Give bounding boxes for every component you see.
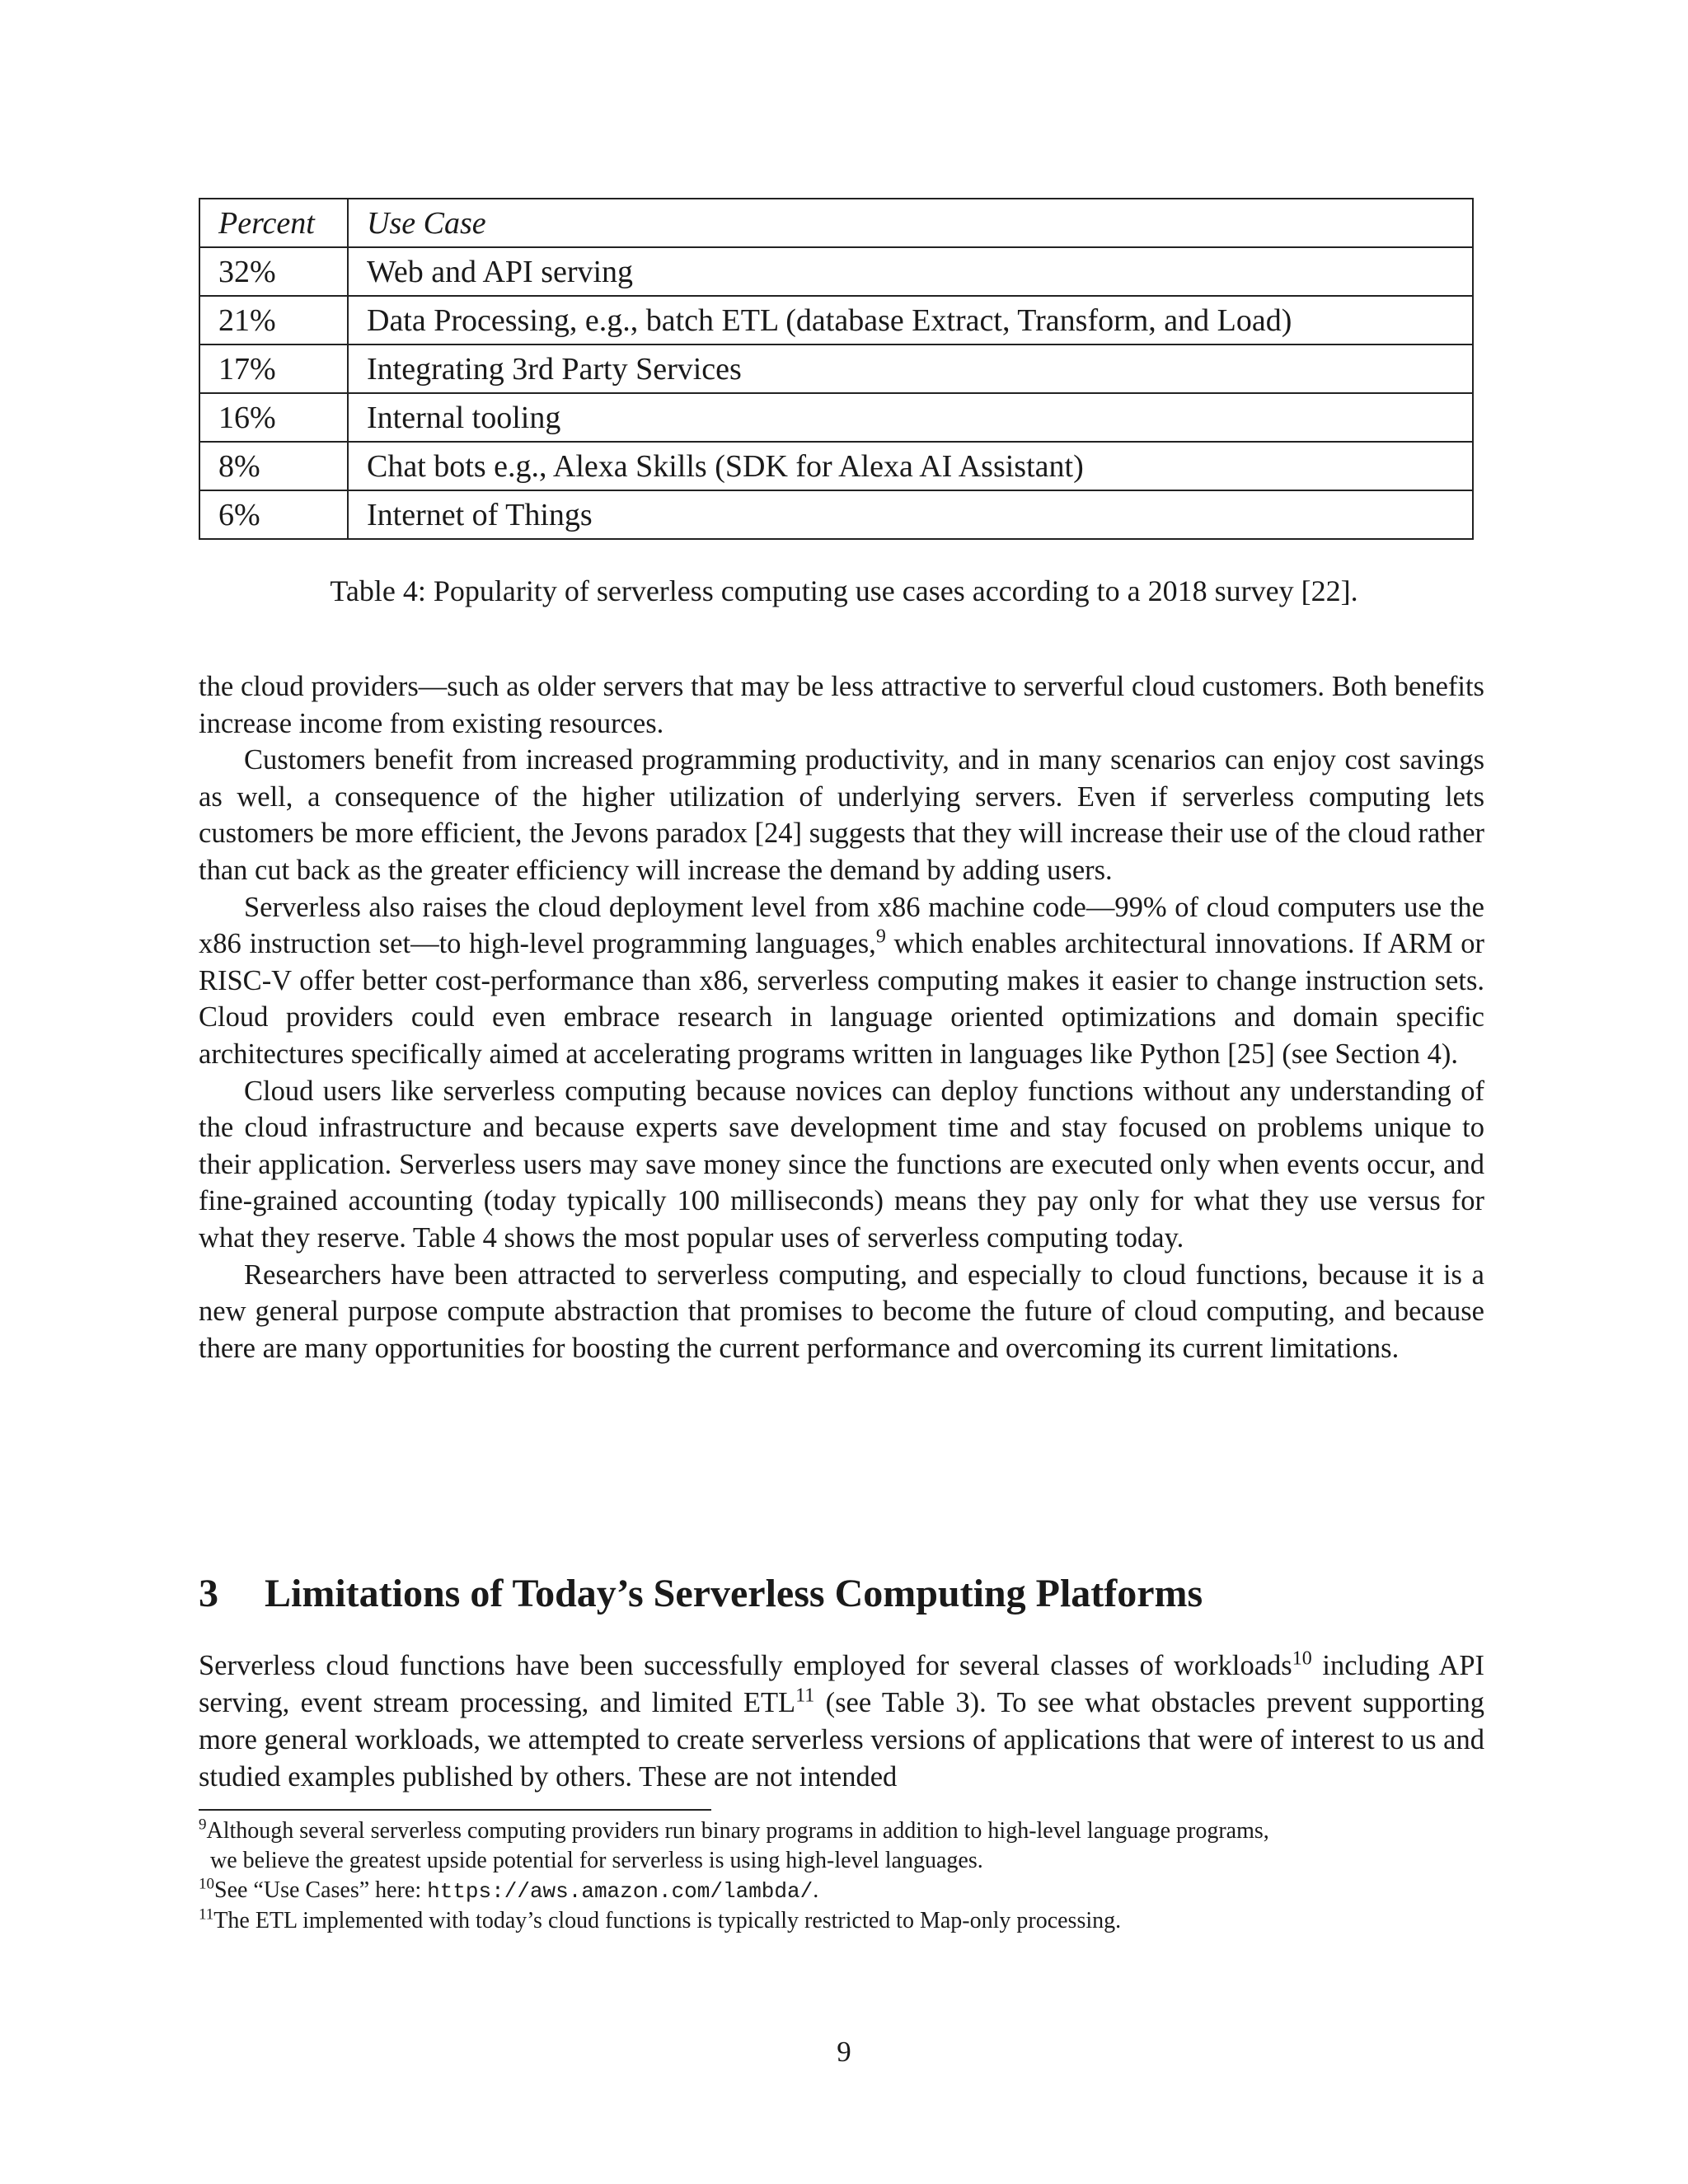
section-paragraph	[199, 1647, 1484, 1796]
section-number: 3	[199, 1572, 218, 1615]
footnote-divider	[199, 1809, 711, 1811]
cell-percent: 17%	[199, 344, 348, 393]
footnote-text: we believe the greatest upside potential for serverless is using high-level languages.	[210, 1848, 983, 1873]
section-heading	[199, 1571, 1484, 1616]
section-title: Limitations of Today’s Serverless Computing Platforms	[265, 1572, 1203, 1615]
footnote-text: .	[813, 1877, 819, 1903]
cell-percent: 16%	[199, 393, 348, 442]
footnote-link[interactable]: https://aws.amazon.com/lambda/	[427, 1879, 814, 1904]
cell-use-case: Internet of Things	[348, 490, 1473, 539]
footnote-text: See “Use Cases” here:	[214, 1877, 428, 1903]
paragraph-text: Serverless also raises the cloud deployment level from x86 machine code—99% of cloud computers use the x86 instruction set—to high-level programming languages,	[199, 891, 1484, 960]
table-row	[199, 296, 1473, 344]
footnote-11	[199, 1906, 1484, 1936]
cell-use-case: Web and API serving	[348, 247, 1473, 296]
paragraph-text: (see Table 3). To see what obstacles prevent supporting more general workloads, we attempted to create serverless versions of applications that were of interest to us and studied examples published by others. These are not intended	[199, 1687, 1485, 1793]
table-row	[199, 490, 1473, 539]
paragraph-text: which enables architectural innovations. If ARM or RISC-V offer better cost-performance than x86, serverless computing makes it easier to change instruction sets. Cloud providers could even embrace research in language oriented optimizations and domain specific architectures specifically aimed at accelerating programs written in languages like Python [25] (see Section 4).	[199, 928, 1485, 1070]
body-text	[199, 668, 1484, 1366]
header-percent: Percent	[199, 199, 348, 247]
footnote-ref-10[interactable]: 10	[1292, 1647, 1312, 1670]
table-row	[199, 442, 1473, 490]
cell-use-case: Data Processing, e.g., batch ETL (database Extract, Transform, and Load)	[348, 296, 1473, 344]
paragraph: Customers benefit from increased programming productivity, and in many scenarios can enjoy cost savings as well, a consequence of the higher utilization of underlying servers. Even if serverless computing lets customers be more efficient, the Jevons paradox [24] suggests that they will increase their use of the cloud rather than cut back as the greater efficiency will increase the demand by adding users.	[199, 744, 1484, 886]
footnote-10	[199, 1876, 1484, 1906]
footnote-text: The ETL implemented with today’s cloud functions is typically restricted to Map-only processing.	[213, 1908, 1122, 1933]
table-row	[199, 247, 1473, 296]
table-row	[199, 344, 1473, 393]
cell-percent: 32%	[199, 247, 348, 296]
footnote-9	[199, 1816, 1484, 1876]
paragraph-text: Serverless cloud functions have been successfully employed for several classes of workloads	[199, 1650, 1292, 1681]
cell-use-case: Integrating 3rd Party Services	[348, 344, 1473, 393]
footnotes	[199, 1816, 1484, 1936]
footnote-mark: 9	[199, 1816, 207, 1834]
table-header-row	[199, 199, 1473, 247]
header-use-case: Use Case	[348, 199, 1473, 247]
footnote-mark: 10	[199, 1875, 214, 1893]
footnote-mark: 11	[199, 1905, 214, 1924]
footnote-text: Although several serverless computing providers run binary programs in addition to high-level language programs,	[206, 1818, 1269, 1844]
cell-percent: 8%	[199, 442, 348, 490]
cell-use-case: Chat bots e.g., Alexa Skills (SDK for Alexa AI Assistant)	[348, 442, 1473, 490]
footnote-ref-11[interactable]: 11	[795, 1685, 815, 1707]
cell-percent: 21%	[199, 296, 348, 344]
table-row	[199, 393, 1473, 442]
page-number: 9	[837, 2036, 851, 2068]
paragraph-text: including API serving, event stream processing, and limited ETL	[199, 1650, 1484, 1718]
paragraph: the cloud providers—such as older servers that may be less attractive to serverful cloud customers. Both benefits increase income from existing resources.	[199, 671, 1484, 739]
paragraph	[199, 889, 1484, 1073]
paragraph: Researchers have been attracted to serverless computing, and especially to cloud functions, because it is a new general purpose compute abstraction that promises to become the future of cloud computing, and because there are many opportunities for boosting the current performance and overcoming its current limitations.	[199, 1258, 1484, 1364]
cell-use-case: Internal tooling	[348, 393, 1473, 442]
table-caption: Table 4: Popularity of serverless computing use cases according to a 2018 survey [22].	[330, 574, 1358, 607]
paragraph: Cloud users like serverless computing because novices can deploy functions without any understanding of the cloud infrastructure and because experts save development time and stay focused on problems unique to their application. Serverless users may save money since the functions are executed only when events occur, and fine-grained accounting (today typically 100 milliseconds) means they pay only for what they use versus for what they reserve. Table 4 shows the most popular uses of serverless computing today.	[199, 1075, 1484, 1254]
footnote-ref-9[interactable]: 9	[875, 926, 886, 948]
cell-percent: 6%	[199, 490, 348, 539]
use-case-table	[199, 198, 1474, 540]
